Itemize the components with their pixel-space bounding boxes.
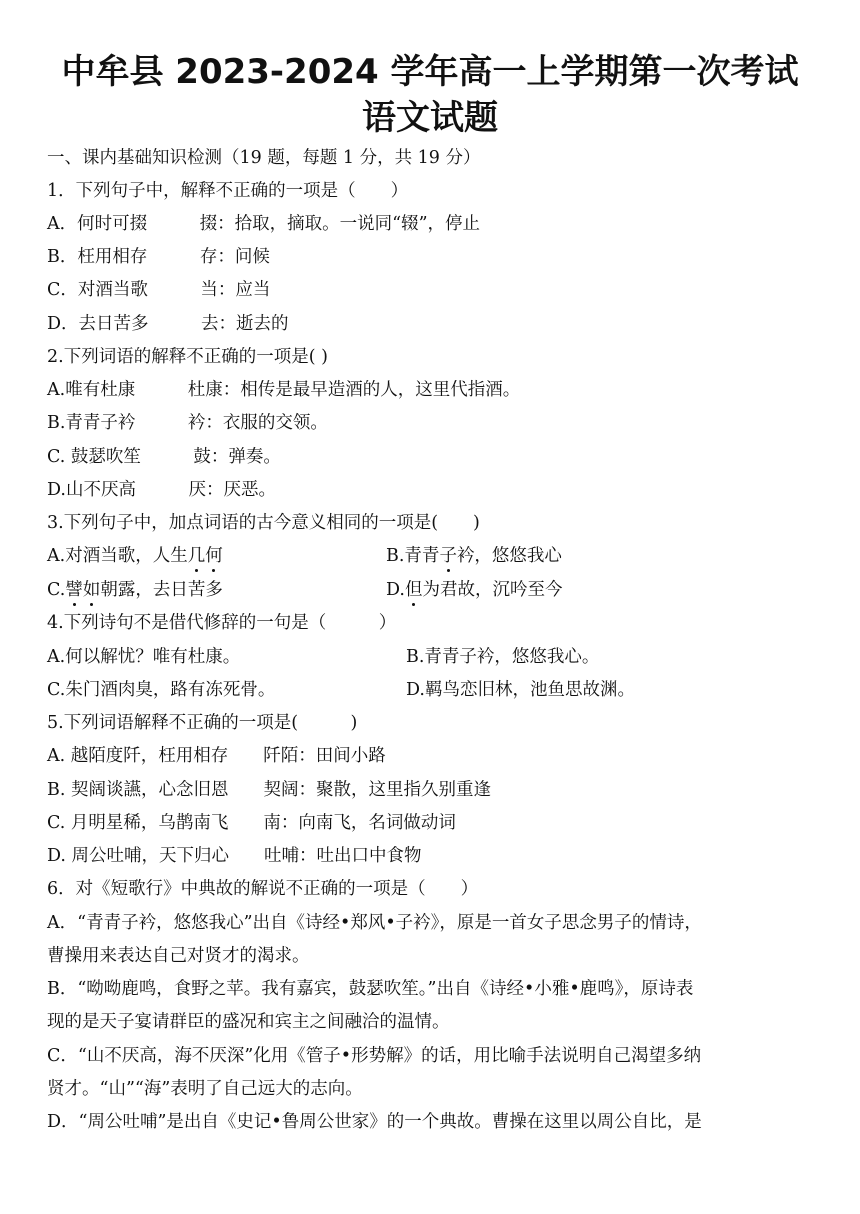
q3-option-b: B.青青子衿，悠悠我心 (386, 546, 562, 566)
q6-stem: 6．对《短歌行》中典故的解说不正确的一项是（ ） (47, 879, 479, 899)
q3-option-c: C.譬如朝露，去日苦多 (47, 580, 223, 600)
section-heading: 一、课内基础知识检测（19 题，每题 1 分，共 19 分） (47, 148, 481, 168)
q1-option-a: A．何时可掇 掇：拾取，摘取。一说同“辍”，停止 (47, 214, 481, 234)
q6-option-b-line1: B．“呦呦鹿鸣，食野之苹。我有嘉宾，鼓瑟吹笙。”出自《诗经•小雅•鹿鸣》，原诗表 (47, 979, 694, 999)
q5-stem: 5.下列词语解释不正确的一项是( ) (47, 713, 358, 733)
emphasis-dot-char: 子 (439, 546, 457, 566)
exam-title-line2: 语文试题 (362, 98, 498, 138)
q4-option-b: B.青青子衿，悠悠我心。 (406, 647, 600, 667)
q5-option-c: C. 月明星稀，乌鹊南飞 南：向南飞，名词做动词 (47, 813, 456, 833)
q6-option-c-line2: 贤才。“山”“海”表明了自己远大的志向。 (47, 1079, 363, 1099)
q4-option-c: C.朱门酒肉臭，路有冻死骨。 (47, 680, 276, 700)
q2-option-c: C. 鼓瑟吹笙 鼓：弹奏。 (47, 447, 281, 467)
emphasis-dot-char: 何 (205, 546, 223, 566)
q4-stem: 4.下列诗句不是借代修辞的一句是（ ） (47, 613, 397, 633)
q6-option-c-line1: C．“山不厌高，海不厌深”化用《管子•形势解》的话，用比喻手法说明自己渴望多纳 (47, 1046, 702, 1066)
q5-option-d: D. 周公吐哺，天下归心 吐哺：吐出口中食物 (47, 846, 422, 866)
q6-option-d-line1: D．“周公吐哺”是出自《史记•鲁周公世家》的一个典故。曹操在这里以周公自比，是 (47, 1112, 702, 1132)
q3-option-a: A.对酒当歌，人生几何 (47, 546, 223, 566)
emphasis-dot-char: 但 (404, 580, 423, 600)
exam-title-line1: 中牟县 2023-2024 学年高一上学期第一次考试 (61, 52, 799, 92)
q1-stem: 1．下列句子中，解释不正确的一项是（ ） (47, 181, 409, 201)
q3-option-d: D.但为君故，沉吟至今 (386, 580, 563, 600)
q1-option-d: D．去日苦多 去：逝去的 (47, 314, 289, 334)
q6-option-a-line1: A．“青青子衿，悠悠我心”出自《诗经•郑风•子衿》，原是一首女子思念男子的情诗， (47, 913, 702, 933)
q6-option-a-line2: 曹操用来表达自己对贤才的渴求。 (47, 946, 310, 966)
emphasis-dot-char: 如 (82, 580, 101, 600)
q2-option-b: B.青青子衿 衿：衣服的交领。 (47, 413, 328, 433)
q1-option-b: B．枉用相存 存：问候 (47, 247, 270, 267)
q1-option-c: C．对酒当歌 当：应当 (47, 280, 271, 300)
q3-stem: 3.下列句子中，加点词语的古今意义相同的一项是( ) (47, 513, 480, 533)
q2-option-a: A.唯有杜康 杜康：相传是最早造酒的人，这里代指酒。 (47, 380, 521, 400)
emphasis-dot-char: 几 (187, 546, 206, 566)
q2-option-d: D.山不厌高 厌：厌恶。 (47, 480, 276, 500)
q2-stem: 2.下列词语的解释不正确的一项是( ) (47, 347, 328, 367)
q5-option-b: B. 契阔谈讌，心念旧恩 契阔：聚散，这里指久别重逢 (47, 780, 491, 800)
q6-option-b-line2: 现的是天子宴请群臣的盛况和宾主之间融洽的温情。 (47, 1012, 450, 1032)
q4-option-a: A.何以解忧？唯有杜康。 (47, 647, 241, 667)
q4-option-d: D.羁鸟恋旧林，池鱼思故渊。 (406, 680, 635, 700)
q5-option-a: A. 越陌度阡，枉用相存 阡陌：田间小路 (47, 746, 386, 766)
emphasis-dot-char: 譬 (65, 580, 83, 600)
